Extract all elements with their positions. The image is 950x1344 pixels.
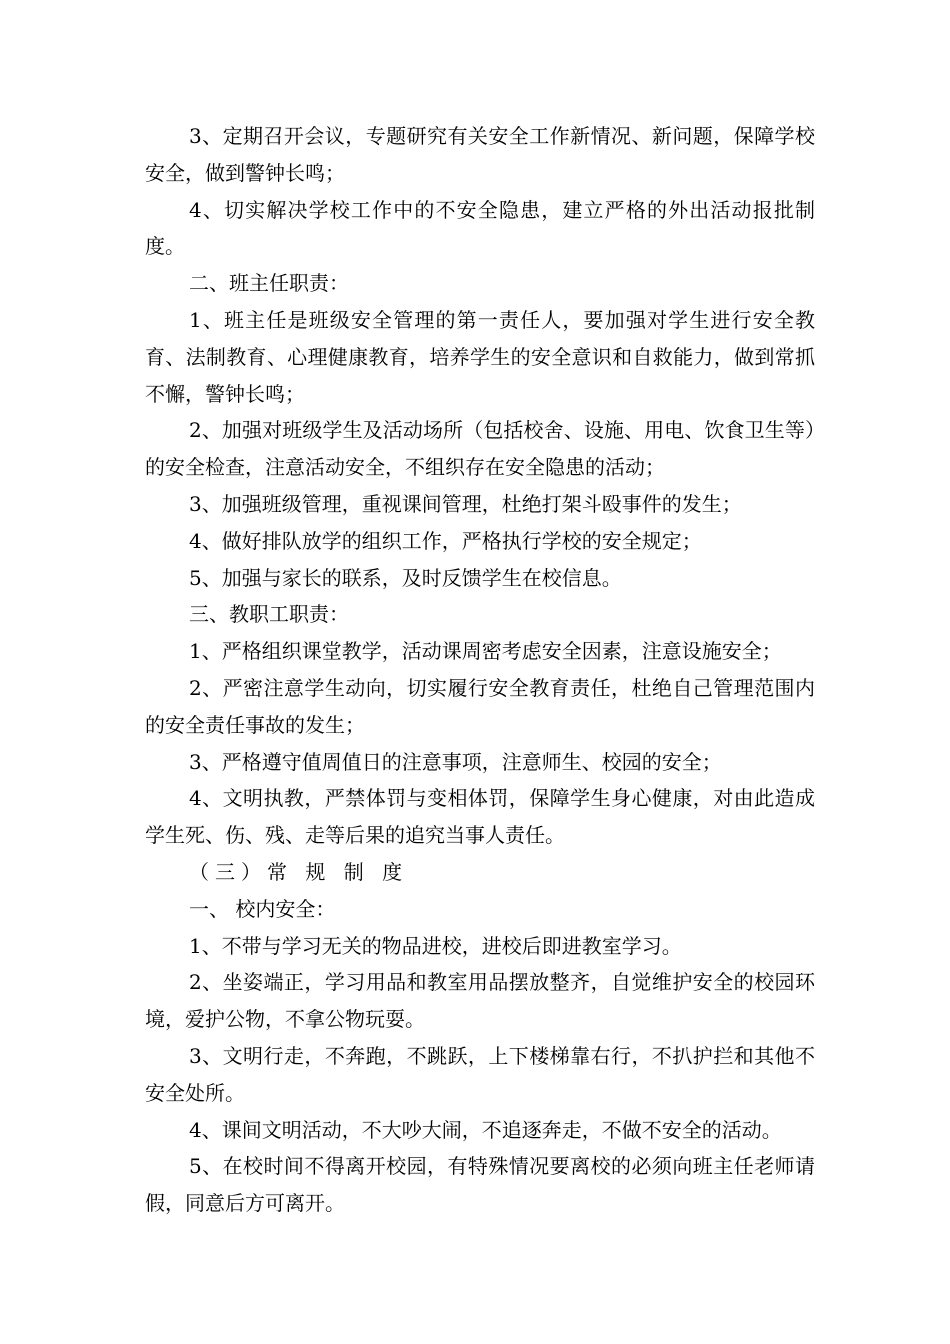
- chapter-heading: （三）常 规 制 度: [189, 859, 409, 884]
- section-heading: 二、班主任职责：: [189, 271, 349, 296]
- section-heading: 三、教职工职责：: [189, 602, 349, 627]
- paragraph: 5、加强与家长的联系，及时反馈学生在校信息。: [189, 565, 622, 590]
- paragraph: 3、定期召开会议，专题研究有关安全工作新情况、新问题，保障学校安全，做到警钟长鸣；: [145, 124, 815, 185]
- paragraph: 3、文明行走，不奔跑，不跳跃，上下楼梯靠右行，不扒护拦和其他不安全处所。: [145, 1043, 815, 1105]
- paragraph: 3、加强班级管理，重视课间管理，杜绝打架斗殴事件的发生；: [189, 491, 742, 516]
- paragraph: 2、加强对班级学生及活动场所（包括校舍、设施、用电、饮食卫生等）的安全检查，注意活动安全，不组织存在安全隐患的活动；: [145, 418, 815, 480]
- paragraph: 4、课间文明活动，不大吵大闹，不追逐奔走，不做不安全的活动。: [189, 1117, 782, 1142]
- section-heading: 一、 校内安全：: [189, 896, 336, 921]
- paragraph: 2、坐姿端正，学习用品和教室用品摆放整齐，自觉维护安全的校园环境，爱护公物，不拿公物玩耍。: [145, 970, 815, 1032]
- paragraph: 1、班主任是班级安全管理的第一责任人，要加强对学生进行安全教育、法制教育、心理健康教育，培养学生的安全意识和自救能力，做到常抓不懈，警钟长鸣；: [145, 307, 815, 406]
- document-body: [145, 118, 815, 1222]
- paragraph: 1、不带与学习无关的物品进校，进校后即进教室学习。: [189, 933, 682, 958]
- paragraph: 1、严格组织课堂教学，活动课周密考虑安全因素，注意设施安全；: [189, 639, 782, 664]
- paragraph: 4、切实解决学校工作中的不安全隐患，建立严格的外出活动报批制度。: [145, 197, 815, 259]
- paragraph: 2、严密注意学生动向，切实履行安全教育责任，杜绝自己管理范围内的安全责任事故的发生；: [145, 675, 815, 737]
- paragraph: 3、严格遵守值周值日的注意事项，注意师生、校园的安全；: [189, 749, 722, 774]
- paragraph: 4、做好排队放学的组织工作，严格执行学校的安全规定；: [189, 528, 702, 553]
- paragraph: 4、文明执教，严禁体罚与变相体罚，保障学生身心健康，对由此造成学生死、伤、残、走等后果的追究当事人责任。: [145, 786, 815, 848]
- paragraph: 5、在校时间不得离开校园，有特殊情况要离校的必须向班主任老师请假，同意后方可离开。: [145, 1154, 815, 1216]
